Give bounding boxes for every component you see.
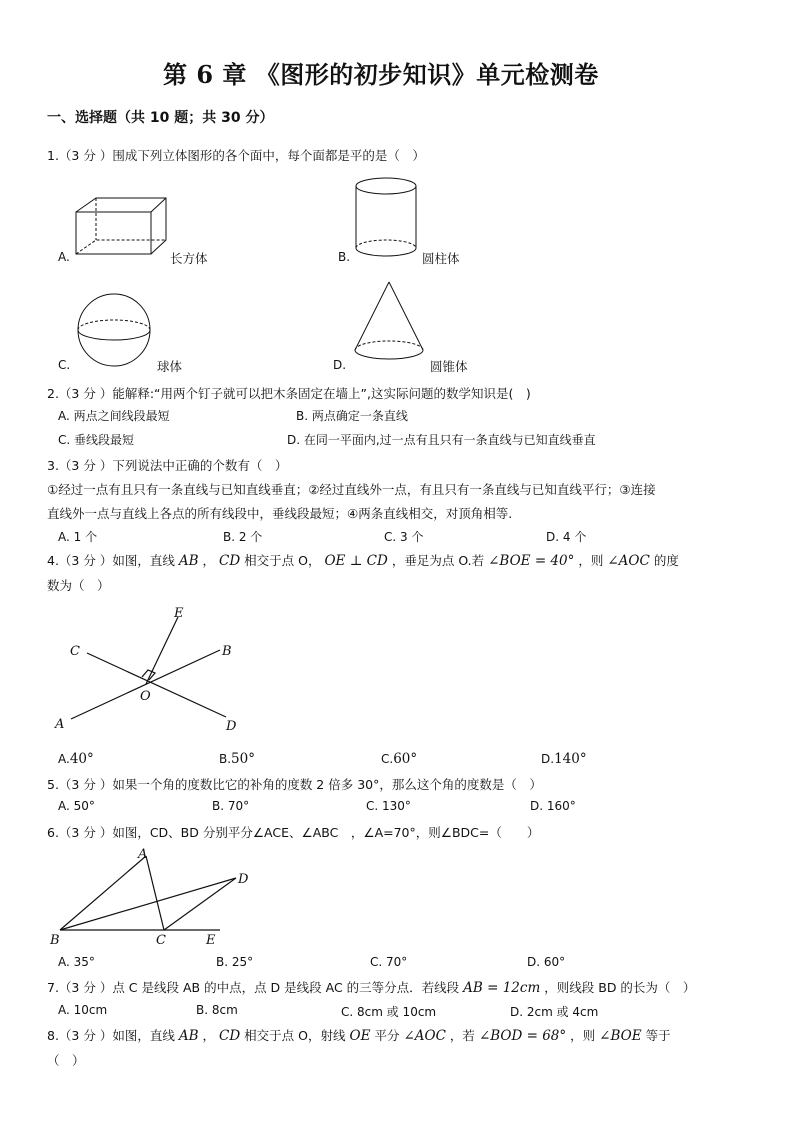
q4-math-ab: AB xyxy=(178,553,199,569)
q7-option-d: D. 2cm 或 4cm xyxy=(510,1005,599,1019)
q1-option-a: A. xyxy=(58,250,70,264)
q8-stem-text: 相交于点 O，射线 xyxy=(244,1028,346,1043)
q1-name-d: 圆锥体 xyxy=(430,359,468,374)
q4-figure xyxy=(50,600,250,735)
q7-stem xyxy=(47,978,695,996)
q4-option-a xyxy=(58,748,94,767)
q8-stem-text: ，若 xyxy=(449,1028,475,1043)
q5-option-a: A. 50° xyxy=(58,799,95,813)
point-label-c: C xyxy=(70,644,80,659)
q8-math-oe: OE xyxy=(349,1028,371,1044)
q1-name-c: 球体 xyxy=(157,359,183,374)
q4-stem-text: ，则 xyxy=(578,553,604,568)
q4-stem-text: 4.（3 分 ）如图，直线 xyxy=(47,553,175,568)
q1-option-d: D. xyxy=(333,358,347,372)
segment-ac xyxy=(146,856,164,930)
q3-text-line2: 直线外一点与直线上各点的所有线段中，垂线段最短；④两条直线相交，对顶角相等. xyxy=(47,506,513,521)
q4-stem-line2: 数为（ ） xyxy=(47,578,110,593)
q1-option-c: C. xyxy=(58,358,71,372)
q8-math-angle-aoc: ∠AOC xyxy=(403,1028,446,1044)
q3-option-d: D. 4 个 xyxy=(546,530,587,544)
q4-option-letter: B. xyxy=(219,752,232,766)
q2-stem: 2.（3 分 ）能解释:“用两个钉子就可以把木条固定在墙上”,这实际问题的数学知识是( ) xyxy=(47,386,531,401)
q7-math-ab: AB = 12cm xyxy=(463,980,541,996)
q8-stem-text: ， xyxy=(202,1028,216,1043)
segment-bd xyxy=(60,878,236,930)
q8-stem-text: 8.（3 分 ）如图，直线 xyxy=(47,1028,175,1043)
q4-option-letter: A. xyxy=(58,752,70,766)
q4-option-b xyxy=(219,748,255,767)
q8-stem-line2: （ ） xyxy=(47,1053,85,1068)
q3-option-c: C. 3 个 xyxy=(384,530,424,544)
q4-stem xyxy=(47,551,679,569)
q6-option-c: C. 70° xyxy=(370,955,408,969)
q5-option-c: C. 130° xyxy=(366,799,411,813)
q1-name-b: 圆柱体 xyxy=(422,251,460,266)
q8-math-cd: CD xyxy=(219,1028,241,1044)
q8-stem-text: 等于 xyxy=(645,1028,671,1043)
point-label-a: A xyxy=(55,717,65,732)
q8-stem-text: ，则 xyxy=(570,1028,596,1043)
q8-math-angle-boe: ∠BOE xyxy=(599,1028,642,1044)
q4-option-value: 40° xyxy=(69,751,94,767)
q4-option-value: 50° xyxy=(231,751,255,767)
cylinder-figure xyxy=(350,174,422,266)
q3-stem: 3.（3 分 ）下列说法中正确的个数有（ ） xyxy=(47,458,288,473)
point-label-b: B xyxy=(50,933,60,948)
q4-math-angle-aoc: ∠AOC xyxy=(607,553,650,569)
q6-option-d: D. 60° xyxy=(527,955,566,969)
page-title: 第 6 章 《图形的初步知识》单元检测卷 xyxy=(163,60,599,89)
q4-option-d xyxy=(541,748,587,767)
q7-option-c: C. 8cm 或 10cm xyxy=(341,1005,437,1019)
cuboid-figure xyxy=(70,192,175,260)
q5-stem: 5.（3 分 ）如果一个角的度数比它的补角的度数 2 倍多 30°，那么这个角的度数是（ ） xyxy=(47,777,542,792)
q6-option-b: B. 25° xyxy=(216,955,254,969)
q3-option-b: B. 2 个 xyxy=(223,530,263,544)
q2-option-a: A. 两点之间线段最短 xyxy=(58,409,170,423)
q8-math-angle-bod: ∠BOD = 68° xyxy=(478,1028,567,1044)
q4-math-angle-boe: ∠BOE = 40° xyxy=(488,553,575,569)
q8-math-ab: AB xyxy=(178,1028,199,1044)
q1-option-b: B. xyxy=(338,250,351,264)
q6-stem: 6.（3 分 ）如图，CD、BD 分别平分∠ACE、∠ABC ，∠A=70°，则∠BDC=（ ） xyxy=(47,825,540,840)
sphere-figure xyxy=(72,290,156,370)
q4-math-cd: CD xyxy=(219,553,241,569)
q7-stem-text: 7.（3 分 ）点 C 是线段 AB 的中点，点 D 是线段 AC 的三等分点．若线段 xyxy=(47,980,460,995)
point-label-e: E xyxy=(174,606,184,621)
q4-stem-text: ，垂足为点 O.若 xyxy=(391,553,485,568)
q4-option-value: 140° xyxy=(554,751,587,767)
ray-oe xyxy=(146,617,178,684)
line-ab xyxy=(71,650,220,719)
q4-option-letter: D. xyxy=(541,752,555,766)
q5-option-b: B. 70° xyxy=(212,799,250,813)
point-label-o: O xyxy=(140,689,151,704)
q2-option-c: C. 垂线段最短 xyxy=(58,433,135,447)
point-label-a: A xyxy=(138,847,148,862)
q7-option-a: A. 10cm xyxy=(58,1003,108,1017)
q4-math-perp: OE ⊥ CD xyxy=(324,553,388,569)
point-label-c: C xyxy=(156,933,166,948)
segment-ab xyxy=(60,856,146,930)
q4-option-value: 60° xyxy=(393,751,418,767)
q4-option-c xyxy=(381,748,417,767)
q2-option-b: B. 两点确定一条直线 xyxy=(296,409,408,423)
q5-option-d: D. 160° xyxy=(530,799,576,813)
q4-stem-text: ， xyxy=(202,553,216,568)
segment-cd xyxy=(164,878,236,930)
point-label-d: D xyxy=(226,719,237,734)
q6-figure xyxy=(45,843,260,948)
q1-name-a: 长方体 xyxy=(170,251,208,266)
q4-option-letter: C. xyxy=(381,752,394,766)
q7-stem-text: ，则线段 BD 的长为（ ） xyxy=(544,980,696,995)
section-heading: 一、选择题（共 10 题；共 30 分） xyxy=(47,110,274,126)
q2-option-d: D. 在同一平面内,过一点有且只有一条直线与已知直线垂直 xyxy=(287,433,596,447)
q7-option-b: B. 8cm xyxy=(196,1003,238,1017)
q4-stem-text: 的度 xyxy=(653,553,679,568)
q4-stem-text: 相交于点 O， xyxy=(244,553,321,568)
point-label-e: E xyxy=(206,933,216,948)
q8-stem-text: 平分 xyxy=(374,1028,400,1043)
q6-option-a: A. 35° xyxy=(58,955,95,969)
q3-text-line1: ①经过一点有且只有一条直线与已知直线垂直；②经过直线外一点，有且只有一条直线与已知直线平行；③连接 xyxy=(47,482,656,497)
q3-option-a: A. 1 个 xyxy=(58,530,98,544)
cone-figure xyxy=(350,278,428,368)
point-label-d: D xyxy=(238,872,249,887)
q1-stem: 1.（3 分 ）围成下列立体图形的各个面中，每个面都是平的是（ ） xyxy=(47,148,425,163)
q8-stem xyxy=(47,1026,671,1044)
point-label-b: B xyxy=(222,644,232,659)
